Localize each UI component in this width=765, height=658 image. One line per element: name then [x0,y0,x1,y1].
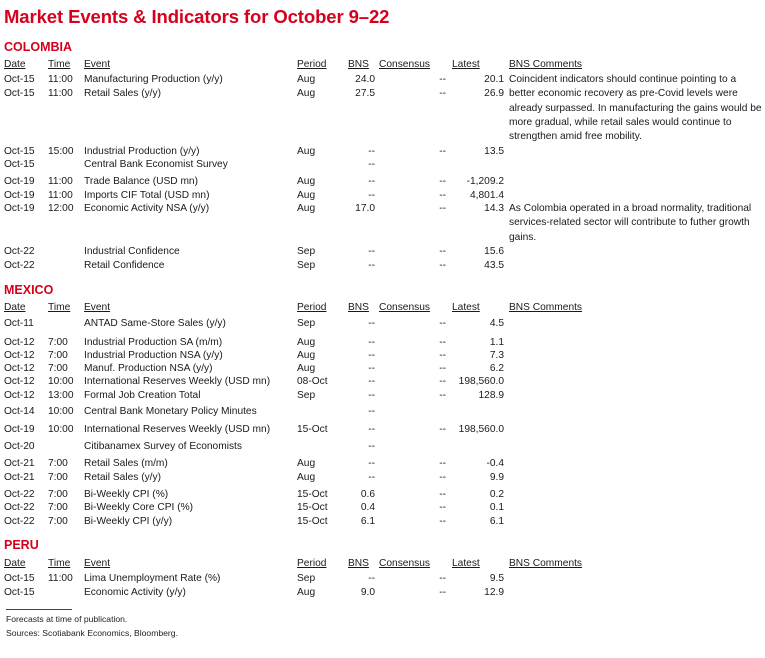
date-cell: Oct-12 [4,350,35,361]
consensus-value: -- [439,489,446,500]
time-cell: 7:00 [48,516,68,527]
table-row [0,501,765,514]
bns-forecast: -- [368,573,375,584]
time-cell: 7:00 [48,472,68,483]
consensus-value: -- [439,363,446,374]
latest-value: 0.1 [489,502,504,513]
date-cell: Oct-12 [4,337,35,348]
time-header: Time [48,59,71,70]
latest-value: -1,209.2 [466,176,504,187]
period-cell: 15-Oct [297,489,328,500]
date-cell: Oct-19 [4,190,35,201]
event-name: Manuf. Production NSA (y/y) [84,363,213,374]
bns-forecast: -- [368,146,375,157]
period-cell: Sep [297,573,316,584]
latest-value: 6.1 [489,516,504,527]
bns-comment: Coincident indicators should continue pointing to a better economic recovery as pre-Covid levels were already surpassed. In manufacturing the gains would be more gradual, while retail sales would continue to strengthen amid free mobility. [509,74,762,143]
date-cell: Oct-11 [4,318,34,329]
table-row [0,259,765,272]
bns-forecast: -- [368,424,375,435]
sources-footnote: Sources: Scotiabank Economics, Bloomberg. [6,628,178,638]
date-cell: Oct-15 [4,146,35,157]
bns-header: BNS [348,558,369,569]
bns-forecast: -- [368,376,375,387]
bns-forecast: -- [368,350,375,361]
consensus-value: -- [439,176,446,187]
consensus-value: -- [439,587,446,598]
table-row [0,515,765,528]
period-header: Period [297,558,327,569]
table-row [0,362,765,375]
event-name: Retail Sales (y/y) [84,88,161,99]
consensus-value: -- [439,573,446,584]
event-name: Lima Unemployment Rate (%) [84,573,221,584]
period-cell: Sep [297,318,316,329]
period-cell: Aug [297,472,316,483]
date-cell: Oct-15 [4,159,35,170]
latest-value: -0.4 [486,458,504,469]
forecast-footnote: Forecasts at time of publication. [6,614,128,624]
time-cell: 10:00 [48,406,74,417]
date-cell: Oct-19 [4,424,35,435]
bns-forecast: -- [368,441,375,452]
latest-value: 14.3 [484,203,504,214]
bns-forecast: 24.0 [355,74,375,85]
period-cell: 15-Oct [297,516,328,527]
event-name: Bi-Weekly Core CPI (%) [84,502,194,513]
bns-forecast: -- [368,406,375,417]
table-row [0,488,765,501]
event-name: Central Bank Economist Survey [84,159,228,170]
time-cell: 10:00 [48,424,74,435]
time-cell: 7:00 [48,363,68,374]
bns-forecast: 0.6 [360,489,375,500]
bns-forecast: -- [368,260,375,271]
period-header: Period [297,59,327,70]
comments-header: BNS Comments [509,558,583,569]
date-header: Date [4,59,26,70]
period-cell: Aug [297,176,316,187]
date-cell: Oct-19 [4,176,35,187]
table-row [0,245,765,258]
bns-forecast: -- [368,458,375,469]
event-name: Bi-Weekly CPI (y/y) [84,516,173,527]
time-cell: 7:00 [48,502,68,513]
event-name: International Reserves Weekly (USD mn) [84,424,271,435]
table-row [0,471,765,484]
date-cell: Oct-12 [4,376,35,387]
latest-value: 128.9 [478,390,504,401]
section-heading: PERU [4,538,39,552]
time-cell: 11:00 [48,74,73,85]
latest-value: 1.1 [489,337,504,348]
date-cell: Oct-22 [4,246,35,257]
event-name: Industrial Production NSA (y/y) [84,350,223,361]
event-header: Event [84,558,111,569]
consensus-header: Consensus [379,59,430,70]
table-row [0,189,765,202]
consensus-header: Consensus [379,302,430,313]
consensus-value: -- [439,337,446,348]
table-row [0,317,765,330]
comments-header: BNS Comments [509,302,583,313]
period-cell: Aug [297,146,316,157]
latest-value: 15.6 [484,246,504,257]
latest-value: 43.5 [484,260,504,271]
period-cell: Sep [297,246,316,257]
period-cell: 15-Oct [297,502,328,513]
consensus-value: -- [439,516,446,527]
period-cell: 08-Oct [297,376,328,387]
event-name: Retail Sales (y/y) [84,472,161,483]
time-cell: 15:00 [48,146,74,157]
table-row [0,586,765,599]
time-header: Time [48,558,71,569]
period-cell: 15-Oct [297,424,328,435]
date-cell: Oct-19 [4,203,35,214]
period-cell: Aug [297,363,316,374]
footnote-rule [6,609,72,610]
date-cell: Oct-22 [4,260,35,271]
consensus-value: -- [439,260,446,271]
latest-value: 9.5 [489,573,504,584]
period-cell: Aug [297,458,316,469]
time-cell: 7:00 [48,458,68,469]
table-row [0,349,765,362]
latest-value: 0.2 [489,489,504,500]
date-cell: Oct-12 [4,390,35,401]
time-cell: 11:00 [48,190,73,201]
period-cell: Aug [297,190,316,201]
bns-forecast: -- [368,337,375,348]
bns-header: BNS [348,302,369,313]
table-row [0,145,765,158]
time-cell: 11:00 [48,573,73,584]
event-name: Economic Activity NSA (y/y) [84,203,210,214]
time-cell: 7:00 [48,350,68,361]
bns-forecast: -- [368,246,375,257]
event-name: Citibanamex Survey of Economists [84,441,242,452]
table-row [0,158,765,171]
latest-value: 4.5 [489,318,504,329]
page-title: Market Events & Indicators for October 9–22 [4,6,390,27]
consensus-value: -- [439,502,446,513]
date-cell: Oct-15 [4,88,35,99]
time-cell: 13:00 [48,390,74,401]
date-cell: Oct-15 [4,74,35,85]
bns-forecast: 27.5 [355,88,375,99]
date-cell: Oct-21 [4,472,35,483]
consensus-value: -- [439,74,446,85]
table-row [0,175,765,188]
latest-value: 26.9 [484,88,504,99]
period-cell: Sep [297,390,316,401]
event-name: Retail Confidence [84,260,165,271]
event-header: Event [84,302,111,313]
table-row [0,457,765,470]
bns-forecast: -- [368,176,375,187]
section-heading: COLOMBIA [4,40,73,54]
date-cell: Oct-22 [4,489,35,500]
consensus-value: -- [439,318,446,329]
time-cell: 11:00 [48,176,73,187]
latest-header: Latest [452,302,480,313]
consensus-value: -- [439,458,446,469]
date-header: Date [4,558,26,569]
bns-forecast: -- [368,159,375,170]
bns-forecast: -- [368,363,375,374]
consensus-header: Consensus [379,558,430,569]
event-name: Manufacturing Production (y/y) [84,74,223,85]
consensus-value: -- [439,424,446,435]
table-row [0,405,765,418]
section-heading: MEXICO [4,283,54,297]
table-row [0,572,765,585]
consensus-value: -- [439,88,446,99]
period-cell: Aug [297,337,316,348]
latest-header: Latest [452,59,480,70]
bns-forecast: -- [368,190,375,201]
date-cell: Oct-12 [4,363,35,374]
latest-value: 12.9 [484,587,504,598]
bns-header: BNS [348,59,369,70]
event-name: ANTAD Same-Store Sales (y/y) [84,318,226,329]
date-header: Date [4,302,26,313]
event-name: Trade Balance (USD mn) [84,176,198,187]
event-name: Bi-Weekly CPI (%) [84,489,169,500]
event-name: Retail Sales (m/m) [84,458,168,469]
latest-value: 7.3 [489,350,504,361]
date-cell: Oct-21 [4,458,35,469]
period-cell: Sep [297,260,316,271]
date-cell: Oct-15 [4,587,35,598]
event-name: Central Bank Monetary Policy Minutes [84,406,257,417]
latest-header: Latest [452,558,480,569]
event-name: Industrial Production (y/y) [84,146,200,157]
date-cell: Oct-22 [4,516,35,527]
latest-value: 198,560.0 [458,376,504,387]
table-row [0,336,765,349]
consensus-value: -- [439,246,446,257]
event-header: Event [84,59,111,70]
period-cell: Aug [297,203,316,214]
table-row [0,375,765,388]
period-header: Period [297,302,327,313]
bns-comment: As Colombia operated in a broad normality, traditional services-related sector will contribute to futher growth gains. [509,203,752,243]
comments-header: BNS Comments [509,59,583,70]
period-cell: Aug [297,74,316,85]
consensus-value: -- [439,350,446,361]
consensus-value: -- [439,146,446,157]
table-row [0,440,765,453]
latest-value: 198,560.0 [458,424,504,435]
date-cell: Oct-15 [4,573,35,584]
latest-value: 9.9 [489,472,504,483]
latest-value: 13.5 [484,146,504,157]
bns-forecast: 6.1 [360,516,375,527]
consensus-value: -- [439,190,446,201]
table-row [0,202,765,243]
bns-forecast: -- [368,318,375,329]
event-name: Industrial Production SA (m/m) [84,337,223,348]
period-cell: Aug [297,350,316,361]
bns-forecast: -- [368,472,375,483]
date-cell: Oct-14 [4,406,35,417]
bns-forecast: 9.0 [360,587,375,598]
latest-value: 6.2 [489,363,504,374]
date-cell: Oct-22 [4,502,35,513]
period-cell: Aug [297,88,316,99]
time-cell: 11:00 [48,88,73,99]
time-cell: 10:00 [48,376,74,387]
table-row [0,389,765,402]
period-cell: Aug [297,587,316,598]
table-row [0,423,765,436]
consensus-value: -- [439,376,446,387]
event-name: International Reserves Weekly (USD mn) [84,376,271,387]
time-header: Time [48,302,71,313]
consensus-value: -- [439,390,446,401]
latest-value: 4,801.4 [470,190,504,201]
event-name: Industrial Confidence [84,246,180,257]
time-cell: 7:00 [48,337,68,348]
consensus-value: -- [439,472,446,483]
time-cell: 7:00 [48,489,68,500]
bns-forecast: 0.4 [360,502,375,513]
latest-value: 20.1 [484,74,504,85]
event-name: Imports CIF Total (USD mn) [84,190,210,201]
bns-forecast: 17.0 [355,203,375,214]
event-name: Economic Activity (y/y) [84,587,186,598]
date-cell: Oct-20 [4,441,35,452]
time-cell: 12:00 [48,203,74,214]
table-row [0,87,765,100]
consensus-value: -- [439,203,446,214]
bns-forecast: -- [368,390,375,401]
event-name: Formal Job Creation Total [84,390,201,401]
